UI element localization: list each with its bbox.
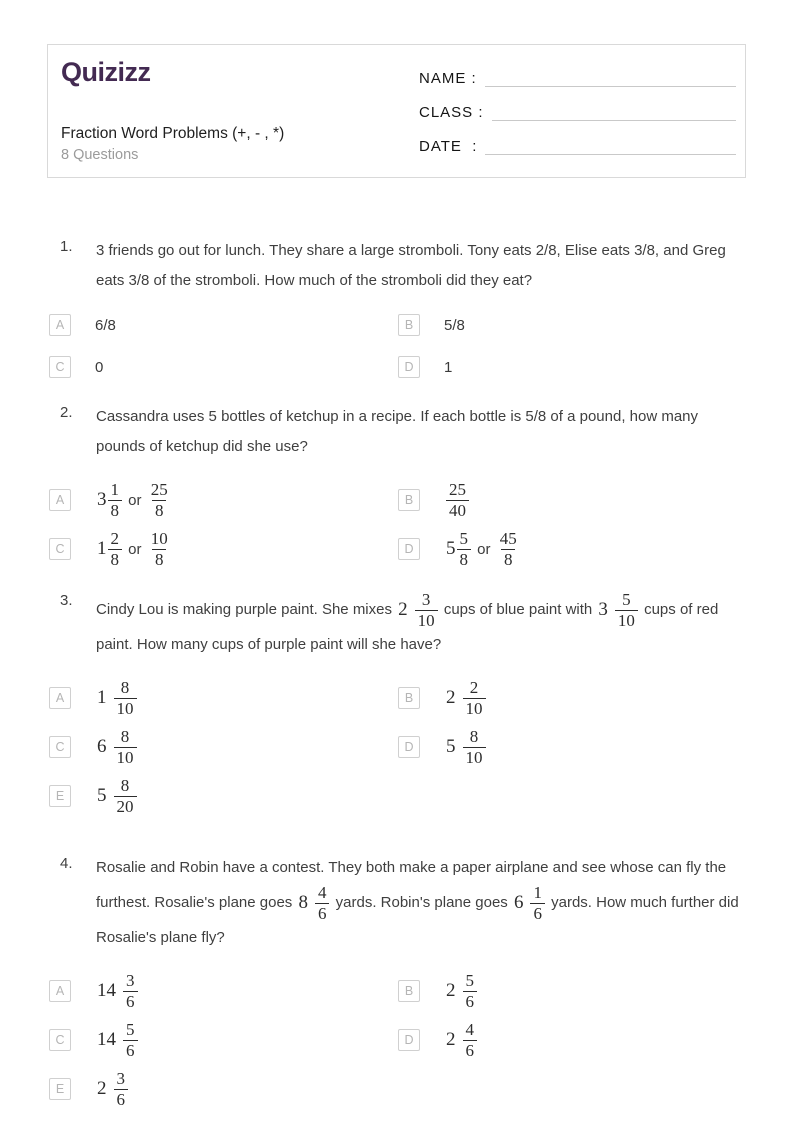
fraction-stack — [114, 1069, 129, 1109]
question-text: 3 friends go out for lunch. They share a large stromboli. Tony eats 2/8, Elise eats 3/8, and Greg eats 3/8 of the stromboli. How much of the stromboli did they eat? — [96, 242, 726, 289]
class-fill-line — [492, 103, 736, 121]
fraction-numerator: 2 — [110, 529, 119, 549]
date-label: DATE : — [419, 138, 478, 155]
fraction-stack — [123, 1020, 138, 1060]
option-checkbox-e[interactable]: E — [49, 1078, 71, 1100]
question-number: 2. — [60, 404, 73, 421]
fraction-stack — [446, 480, 469, 520]
question-number: 1. — [60, 238, 73, 255]
fraction-stack — [463, 678, 486, 718]
fraction-whole: 14 — [97, 1029, 116, 1051]
option-e — [49, 776, 398, 816]
fraction-denominator: 20 — [114, 796, 137, 817]
fraction-numerator: 45 — [499, 529, 517, 549]
fraction — [97, 1020, 138, 1060]
option-checkbox-c[interactable]: C — [49, 736, 71, 758]
option-checkbox-c[interactable]: C — [49, 1029, 71, 1051]
fraction-stack — [108, 529, 123, 569]
fraction-numerator: 2 — [469, 678, 479, 698]
fraction-whole: 2 — [446, 1029, 456, 1051]
fraction — [148, 529, 171, 569]
option-value: 5 $\frac{5}{8}$ or $\frac{45}{8}$ — [444, 529, 522, 569]
option-value — [444, 480, 471, 520]
fraction-numerator: 5 — [622, 590, 631, 609]
fraction — [446, 971, 477, 1011]
fraction — [446, 529, 471, 569]
fraction — [97, 727, 137, 767]
fraction-numerator: 25 — [449, 480, 466, 499]
option-c — [49, 356, 398, 378]
fraction-denominator: 6 — [123, 1040, 138, 1061]
fraction-denominator: 8 — [457, 549, 472, 570]
question-3 — [47, 590, 747, 816]
fraction-numerator: 1 — [110, 480, 119, 499]
fraction-numerator: 3 — [126, 971, 135, 991]
fraction-stack — [114, 678, 137, 718]
option-value — [444, 727, 488, 767]
fraction-denominator: 40 — [446, 500, 469, 521]
option-value — [95, 1069, 130, 1109]
fraction-whole: 1 — [97, 538, 107, 560]
student-fields — [419, 65, 736, 167]
option-value: 5/8 — [444, 316, 465, 334]
option-c — [49, 727, 398, 767]
option-checkbox-b[interactable]: B — [398, 687, 420, 709]
fraction — [298, 883, 329, 923]
option-d — [398, 356, 747, 378]
option-b — [398, 480, 747, 520]
quizizz-logo: Quizizz — [61, 57, 151, 87]
date-field-row — [419, 133, 736, 155]
fraction-numerator: 10 — [150, 529, 168, 549]
fraction — [598, 590, 638, 630]
fraction-numerator: 4 — [317, 883, 327, 902]
fraction-denominator: 10 — [114, 747, 137, 768]
option-value: 6/8 — [95, 316, 116, 334]
question-2 — [47, 402, 747, 569]
option-value: 1 — [444, 358, 453, 376]
option-a — [49, 678, 398, 718]
question-text: Cindy Lou is making purple paint. She mixes 2 $\frac{3}{10}$ cups of blue paint with 3 $\frac{5}{10}$ cups of red paint. How many cups of purple paint will she have? — [96, 590, 719, 654]
option-checkbox-d[interactable]: D — [398, 736, 420, 758]
worksheet-header — [47, 44, 746, 178]
fraction-denominator: 8 — [152, 549, 167, 570]
answer-options — [47, 480, 747, 569]
fraction-denominator: 10 — [463, 698, 486, 719]
fraction-stack — [530, 883, 545, 923]
question-count: 8 Questions — [61, 147, 139, 163]
option-checkbox-a[interactable]: A — [49, 314, 71, 336]
fraction — [97, 971, 138, 1011]
worksheet-title: Fraction Word Problems (+, - , *) — [61, 125, 285, 142]
fraction — [514, 883, 545, 923]
fraction — [446, 1020, 477, 1060]
fraction-numerator: 5 — [465, 971, 474, 991]
option-value — [444, 678, 488, 718]
question-text: Cassandra uses 5 bottles of ketchup in a recipe. If each bottle is 5/8 of a pound, how many pounds of ketchup did she use? — [96, 408, 699, 455]
name-field-row — [419, 65, 736, 87]
option-value — [95, 678, 139, 718]
fraction-whole: 6 — [513, 892, 524, 914]
option-e — [49, 1069, 398, 1109]
option-checkbox-d[interactable]: D — [398, 1029, 420, 1051]
answer-options — [47, 678, 747, 816]
fraction-denominator: 8 — [108, 500, 123, 521]
fraction-denominator: 6 — [114, 1089, 129, 1110]
option-checkbox-c[interactable]: C — [49, 538, 71, 560]
fraction-whole: 8 — [298, 892, 308, 914]
questions-area — [47, 178, 747, 1123]
fraction-numerator: 3 — [116, 1069, 125, 1089]
fraction — [446, 727, 486, 767]
option-value — [95, 1020, 140, 1060]
answer-options — [47, 971, 747, 1109]
fraction-numerator: 8 — [120, 678, 130, 698]
option-checkbox-d[interactable]: D — [398, 356, 420, 378]
option-value — [95, 776, 139, 816]
fraction-whole: 2 — [446, 980, 456, 1002]
fraction — [398, 590, 438, 630]
option-checkbox-e[interactable]: E — [49, 785, 71, 807]
question-text: Rosalie and Robin have a contest. They both make a paper airplane and see whose can fly the furthest. Rosalie's plane goes 8 $\frac{4}{6}$ yards. Robin's plane goes 6 $\frac{1}{6}$ yards. How much further did Rosalie's plane fly? — [96, 859, 739, 947]
question-header — [47, 402, 747, 462]
option-value: 3 $\frac{1}{8}$ or $\frac{25}{8}$ — [95, 480, 173, 520]
option-a — [49, 971, 398, 1011]
question-number: 3. — [60, 592, 73, 609]
fraction-denominator: 10 — [415, 610, 438, 631]
fraction-denominator: 8 — [108, 549, 123, 570]
option-c — [49, 1020, 398, 1060]
fraction-denominator: 10 — [114, 698, 137, 719]
fraction-denominator: 10 — [615, 610, 638, 631]
option-value: 1 $\frac{2}{8}$ or $\frac{10}{8}$ — [95, 529, 173, 569]
fraction-whole: 2 — [446, 687, 456, 709]
fraction-numerator: 5 — [459, 529, 468, 549]
fraction-stack — [148, 480, 171, 520]
fraction-whole: 5 — [446, 538, 456, 560]
name-label: NAME : — [419, 70, 477, 87]
fraction-stack — [114, 727, 137, 767]
fraction — [446, 678, 486, 718]
option-a — [49, 480, 398, 520]
name-fill-line — [485, 69, 736, 87]
option-value — [444, 971, 479, 1011]
fraction-whole: 3 — [97, 489, 107, 511]
option-d — [398, 529, 747, 569]
fraction-denominator: 8 — [501, 549, 516, 570]
fraction-whole: 2 — [97, 1078, 107, 1100]
fraction-stack — [457, 529, 472, 569]
fraction-numerator: 5 — [126, 1020, 135, 1040]
fraction-stack — [123, 971, 138, 1011]
fraction — [97, 480, 122, 520]
option-c — [49, 529, 398, 569]
fraction-whole: 6 — [97, 736, 107, 758]
option-checkbox-a[interactable]: A — [49, 687, 71, 709]
fraction — [148, 480, 171, 520]
fraction-numerator: 8 — [120, 776, 130, 796]
fraction-stack — [415, 590, 438, 630]
question-header — [47, 590, 747, 660]
fraction-denominator: 6 — [530, 903, 545, 924]
fraction-denominator: 6 — [463, 1040, 478, 1061]
fraction-numerator: 8 — [120, 727, 130, 747]
option-value — [95, 727, 139, 767]
date-fill-line — [485, 137, 736, 155]
fraction-stack — [148, 529, 171, 569]
question-4 — [47, 853, 747, 1109]
fraction — [97, 776, 137, 816]
fraction-whole: 5 — [446, 736, 456, 758]
option-value: 0 — [95, 358, 104, 376]
option-checkbox-b[interactable]: B — [398, 489, 420, 511]
option-checkbox-c[interactable]: C — [49, 356, 71, 378]
fraction — [497, 529, 520, 569]
fraction-stack — [108, 480, 123, 520]
fraction — [97, 1069, 128, 1109]
fraction — [97, 678, 137, 718]
option-d — [398, 1020, 747, 1060]
fraction-numerator: 4 — [465, 1020, 474, 1040]
fraction-stack — [463, 1020, 478, 1060]
answer-options — [47, 314, 747, 378]
fraction-stack — [114, 776, 137, 816]
option-b — [398, 971, 747, 1011]
option-d — [398, 727, 747, 767]
fraction-numerator: 8 — [469, 727, 479, 747]
fraction-whole: 5 — [97, 785, 107, 807]
fraction-denominator: 6 — [123, 991, 138, 1012]
fraction-whole: 14 — [97, 980, 116, 1002]
fraction-stack — [463, 971, 478, 1011]
option-a — [49, 314, 398, 336]
option-checkbox-a[interactable]: A — [49, 980, 71, 1002]
fraction-denominator: 8 — [152, 500, 167, 521]
option-checkbox-d[interactable]: D — [398, 538, 420, 560]
fraction-denominator: 10 — [463, 747, 486, 768]
option-checkbox-b[interactable]: B — [398, 314, 420, 336]
option-checkbox-b[interactable]: B — [398, 980, 420, 1002]
fraction-stack — [615, 590, 638, 630]
fraction — [446, 480, 469, 520]
fraction-denominator: 6 — [463, 991, 478, 1012]
option-value — [444, 1020, 479, 1060]
fraction-whole: 1 — [97, 687, 107, 709]
option-b — [398, 678, 747, 718]
fraction — [97, 529, 122, 569]
class-label: CLASS : — [419, 104, 484, 121]
class-field-row — [419, 99, 736, 121]
fraction-whole: 3 — [598, 599, 608, 621]
fraction-denominator: 6 — [315, 903, 330, 924]
fraction-stack — [497, 529, 520, 569]
option-value — [95, 971, 140, 1011]
fraction-numerator: 25 — [150, 480, 168, 499]
fraction-stack — [463, 727, 486, 767]
fraction-numerator: 3 — [421, 590, 431, 609]
option-b — [398, 314, 747, 336]
fraction-whole: 2 — [398, 599, 408, 621]
fraction-numerator: 1 — [533, 883, 542, 902]
question-1 — [47, 236, 747, 378]
question-number: 4. — [60, 855, 73, 872]
question-header — [47, 236, 747, 296]
option-checkbox-a[interactable]: A — [49, 489, 71, 511]
question-header — [47, 853, 747, 953]
fraction-stack — [315, 883, 330, 923]
